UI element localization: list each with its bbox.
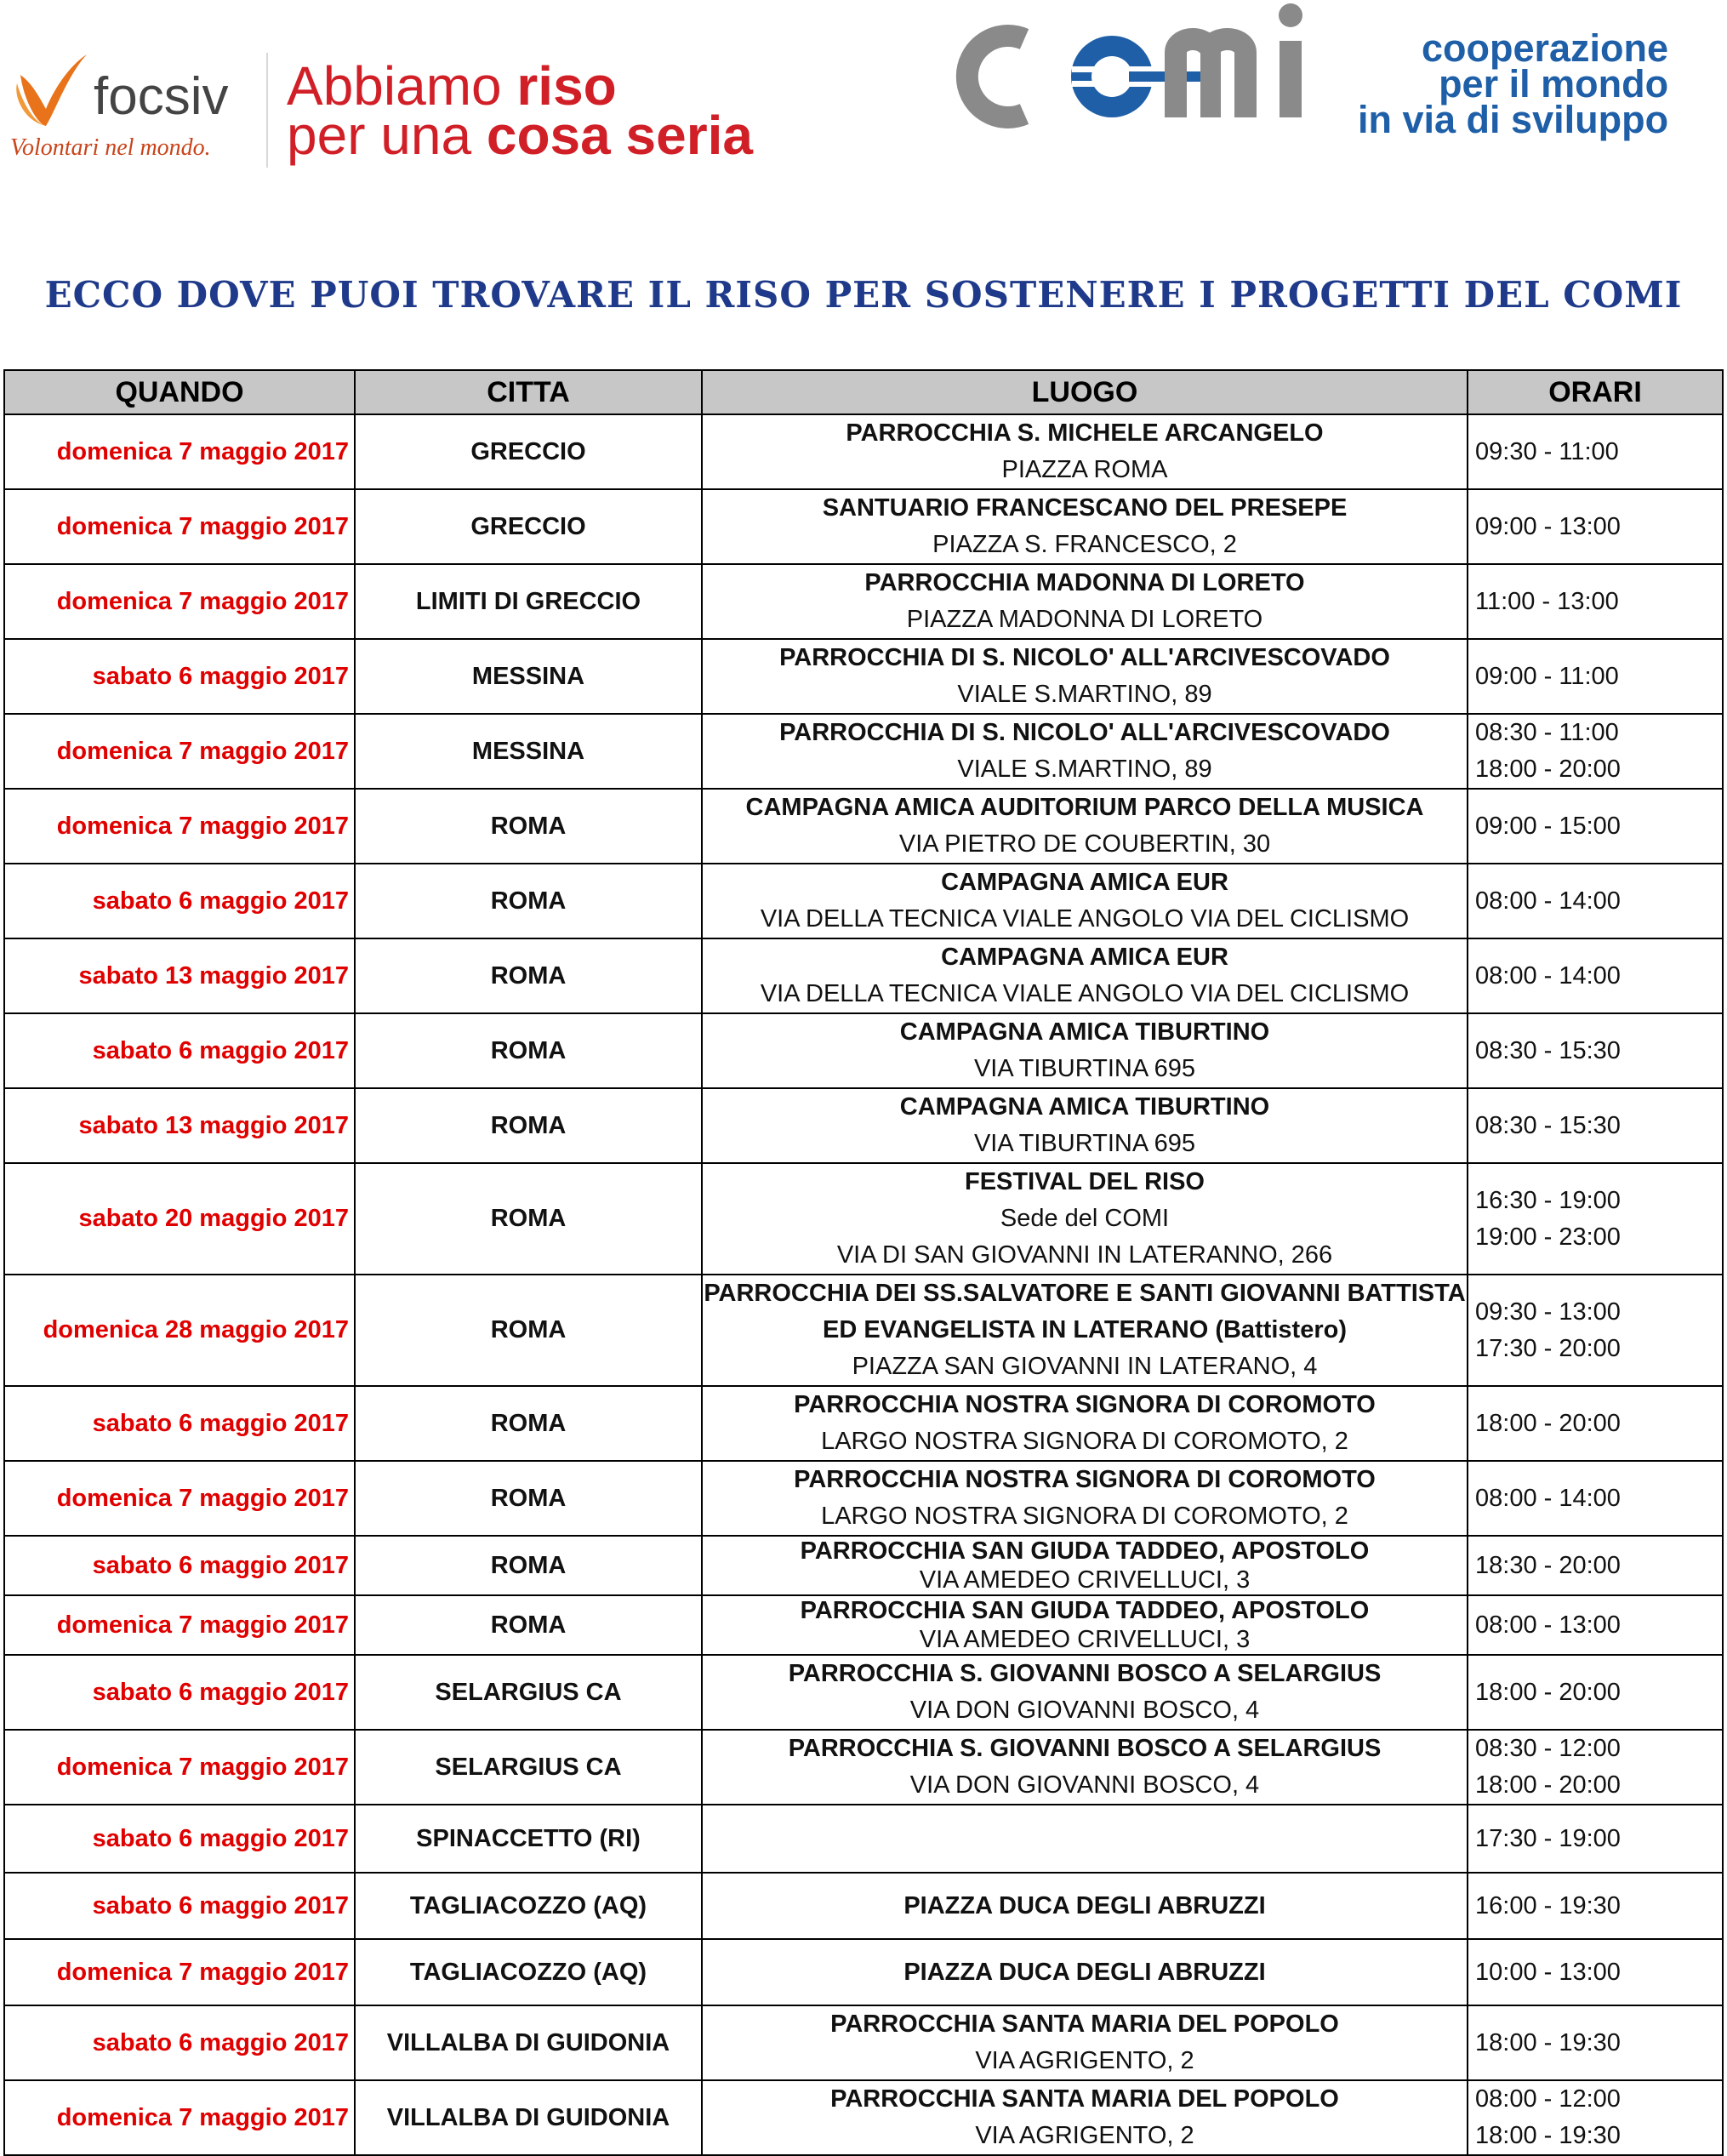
cell-city: ROMA (355, 1386, 702, 1461)
cell-time (1468, 714, 1723, 789)
place-address: VIA PIETRO DE COUBERTIN, 30 (898, 830, 1271, 858)
cell-city: SELARGIUS CA (355, 1730, 702, 1805)
time-slot: 09:00 - 15:00 (1475, 812, 1621, 840)
column-header-when: QUANDO (4, 370, 355, 414)
table-header-row (4, 370, 1723, 414)
time-slot: 08:00 - 14:00 (1475, 887, 1621, 915)
cell-place (702, 639, 1468, 714)
time-slot: 08:30 - 11:00 (1475, 719, 1619, 746)
place-address: PIAZZA ROMA (1001, 456, 1168, 483)
cell-place (702, 1730, 1468, 1805)
place-name: PARROCCHIA SAN GIUDA TADDEO, APOSTOLO (800, 1597, 1370, 1624)
table-row (4, 938, 1723, 1013)
place-address: VIA DON GIOVANNI BOSCO, 4 (909, 1771, 1260, 1799)
table-row (4, 2005, 1723, 2080)
cell-city: ROMA (355, 1275, 702, 1386)
cell-time (1468, 564, 1723, 639)
place-name: PARROCCHIA NOSTRA SIGNORA DI COROMOTO (794, 1391, 1376, 1418)
cell-place (702, 1163, 1468, 1275)
cell-when: sabato 6 maggio 2017 (4, 1536, 355, 1595)
place-name: CAMPAGNA AMICA AUDITORIUM PARCO DELLA MUSICA (745, 794, 1424, 821)
time-slot: 16:30 - 19:00 (1475, 1186, 1621, 1214)
comi-logo (946, 0, 1695, 141)
cell-place (702, 1655, 1468, 1730)
cell-city: ROMA (355, 1088, 702, 1163)
time-slot: 09:00 - 11:00 (1475, 662, 1619, 690)
cell-city: SELARGIUS CA (355, 1655, 702, 1730)
cell-when: domenica 7 maggio 2017 (4, 564, 355, 639)
time-slot: 08:00 - 13:00 (1475, 1611, 1621, 1639)
cell-city: ROMA (355, 1536, 702, 1595)
cell-when: sabato 6 maggio 2017 (4, 639, 355, 714)
column-header-place: LUOGO (702, 370, 1468, 414)
cell-city: ROMA (355, 789, 702, 864)
focsiv-name: focsiv (94, 67, 229, 126)
cell-time (1468, 938, 1723, 1013)
cell-place (702, 1386, 1468, 1461)
time-slot: 09:30 - 11:00 (1475, 437, 1619, 465)
cell-city: VILLALBA DI GUIDONIA (355, 2005, 702, 2080)
time-slot: 08:30 - 15:30 (1475, 1111, 1621, 1139)
table-row (4, 864, 1723, 938)
cell-time (1468, 1873, 1723, 1939)
table-row (4, 564, 1723, 639)
time-slot: 16:00 - 19:30 (1475, 1891, 1621, 1919)
cell-when: sabato 13 maggio 2017 (4, 1088, 355, 1163)
place-name: PARROCCHIA SAN GIUDA TADDEO, APOSTOLO (800, 1537, 1370, 1565)
focsiv-subtitle: Volontari nel mondo. (10, 134, 211, 161)
time-slot: 19:00 - 23:00 (1475, 1223, 1621, 1251)
cell-when: domenica 7 maggio 2017 (4, 714, 355, 789)
time-slot: 18:00 - 20:00 (1475, 1771, 1621, 1799)
cell-place (702, 1013, 1468, 1088)
slogan-line1-b: riso (516, 55, 617, 117)
cell-when: domenica 7 maggio 2017 (4, 1939, 355, 2005)
cell-city: MESSINA (355, 639, 702, 714)
cell-place (702, 714, 1468, 789)
cell-when: sabato 6 maggio 2017 (4, 1013, 355, 1088)
cell-city: VILLALBA DI GUIDONIA (355, 2080, 702, 2155)
time-slot: 11:00 - 13:00 (1475, 587, 1619, 615)
time-slot: 18:00 - 20:00 (1475, 1678, 1621, 1706)
table-row (4, 1805, 1723, 1873)
time-slot: 08:30 - 15:30 (1475, 1036, 1621, 1064)
table-row (4, 489, 1723, 564)
cell-time (1468, 414, 1723, 489)
cell-city: ROMA (355, 1163, 702, 1275)
cell-time (1468, 1730, 1723, 1805)
cell-city: TAGLIACOZZO (AQ) (355, 1873, 702, 1939)
place-address: VIA TIBURTINA 695 (973, 1055, 1196, 1082)
comi-wordmark-icon (946, 0, 1346, 136)
cell-place (702, 564, 1468, 639)
cell-city: ROMA (355, 864, 702, 938)
place-address: PIAZZA S. FRANCESCO, 2 (932, 531, 1237, 558)
cell-when: domenica 7 maggio 2017 (4, 1730, 355, 1805)
time-slot: 08:00 - 12:00 (1475, 2085, 1621, 2113)
time-slot: 08:30 - 12:00 (1475, 1735, 1621, 1762)
cell-when: domenica 7 maggio 2017 (4, 414, 355, 489)
slogan-line1-a: Abbiamo (287, 55, 517, 117)
cell-time (1468, 1013, 1723, 1088)
time-slot: 08:00 - 14:00 (1475, 961, 1621, 990)
slogan-line2-b: cosa seria (486, 105, 753, 166)
place-name: PARROCCHIA DI S. NICOLO' ALL'ARCIVESCOVADO (779, 719, 1390, 746)
time-slot: 17:30 - 19:00 (1475, 1824, 1621, 1852)
table-row (4, 1536, 1723, 1595)
time-slot: 17:30 - 20:00 (1475, 1334, 1621, 1362)
cell-time (1468, 1805, 1723, 1873)
cell-place (702, 2080, 1468, 2155)
place-detail: ED EVANGELISTA IN LATERANO (Battistero) (823, 1316, 1347, 1343)
place-address: PIAZZA SAN GIOVANNI IN LATERANO, 4 (852, 1353, 1318, 1380)
table-row (4, 414, 1723, 489)
place-name: PARROCCHIA NOSTRA SIGNORA DI COROMOTO (794, 1466, 1376, 1493)
table-row (4, 1088, 1723, 1163)
place-name: CAMPAGNA AMICA EUR (941, 944, 1228, 971)
place-address: LARGO NOSTRA SIGNORA DI COROMOTO, 2 (821, 1503, 1348, 1530)
cell-when: sabato 6 maggio 2017 (4, 1386, 355, 1461)
place-address: VIA AMEDEO CRIVELLUCI, 3 (919, 1566, 1251, 1594)
cell-place (702, 864, 1468, 938)
cell-city: ROMA (355, 1013, 702, 1088)
time-slot: 10:00 - 13:00 (1475, 1958, 1621, 1986)
cell-time (1468, 2080, 1723, 2155)
table-row (4, 1595, 1723, 1655)
place-name: PARROCCHIA S. MICHELE ARCANGELO (846, 419, 1324, 447)
cell-when: sabato 6 maggio 2017 (4, 1655, 355, 1730)
cell-time (1468, 789, 1723, 864)
place-name: FESTIVAL DEL RISO (965, 1168, 1205, 1195)
cell-city: ROMA (355, 1595, 702, 1655)
cell-when: domenica 7 maggio 2017 (4, 1461, 355, 1536)
place-address: PIAZZA MADONNA DI LORETO (906, 606, 1263, 633)
cell-time (1468, 2005, 1723, 2080)
cell-city: LIMITI DI GRECCIO (355, 564, 702, 639)
place-detail: Sede del COMI (1000, 1205, 1170, 1232)
cell-place (702, 1275, 1468, 1386)
cell-time (1468, 1939, 1723, 2005)
place-name: PIAZZA DUCA DEGLI ABRUZZI (903, 1958, 1266, 1986)
cell-when: domenica 7 maggio 2017 (4, 2080, 355, 2155)
place-name: CAMPAGNA AMICA TIBURTINO (899, 1093, 1270, 1121)
place-name: PARROCCHIA DI S. NICOLO' ALL'ARCIVESCOVADO (779, 644, 1390, 671)
place-name: CAMPAGNA AMICA TIBURTINO (899, 1018, 1270, 1046)
cell-time (1468, 489, 1723, 564)
table-row (4, 1730, 1723, 1805)
cell-place (702, 1595, 1468, 1655)
place-address: VIALE S.MARTINO, 89 (957, 756, 1212, 783)
focsiv-logo (9, 49, 264, 177)
time-slot: 09:00 - 13:00 (1475, 512, 1621, 540)
table-row (4, 714, 1723, 789)
logo-divider (266, 53, 268, 168)
place-name: PARROCCHIA SANTA MARIA DEL POPOLO (830, 2011, 1339, 2038)
cell-when: sabato 6 maggio 2017 (4, 864, 355, 938)
table-row (4, 639, 1723, 714)
column-header-city: CITTA (355, 370, 702, 414)
cell-place (702, 1873, 1468, 1939)
cell-time (1468, 1088, 1723, 1163)
cell-when: sabato 6 maggio 2017 (4, 1805, 355, 1873)
place-address: LARGO NOSTRA SIGNORA DI COROMOTO, 2 (821, 1428, 1348, 1455)
cell-time (1468, 1536, 1723, 1595)
time-slot: 18:30 - 20:00 (1475, 1551, 1621, 1579)
cell-when: sabato 6 maggio 2017 (4, 2005, 355, 2080)
time-slot: 09:30 - 13:00 (1475, 1298, 1621, 1326)
cell-place (702, 789, 1468, 864)
cell-time (1468, 1461, 1723, 1536)
place-address: VIALE S.MARTINO, 89 (957, 681, 1212, 708)
place-name: PARROCCHIA DEI SS.SALVATORE E SANTI GIOVANNI BATTISTA (704, 1280, 1466, 1307)
place-name: PIAZZA DUCA DEGLI ABRUZZI (903, 1891, 1266, 1919)
cell-when: sabato 20 maggio 2017 (4, 1163, 355, 1275)
comi-tagline (1358, 26, 1669, 141)
table-row (4, 1655, 1723, 1730)
place-address: VIA DELLA TECNICA VIALE ANGOLO VIA DEL CICLISMO (760, 905, 1410, 933)
cell-place (702, 1805, 1468, 1873)
cell-time (1468, 1163, 1723, 1275)
comi-tag-line3: in via di sviluppo (1358, 98, 1669, 141)
cell-place (702, 414, 1468, 489)
place-address: VIA AGRIGENTO, 2 (975, 2047, 1194, 2074)
cell-place (702, 1536, 1468, 1595)
cell-city: TAGLIACOZZO (AQ) (355, 1939, 702, 2005)
table-row (4, 1013, 1723, 1088)
table-row (4, 1386, 1723, 1461)
cell-when: domenica 28 maggio 2017 (4, 1275, 355, 1386)
time-slot: 18:00 - 19:30 (1475, 2028, 1621, 2056)
comi-tag-line2: per il mondo (1439, 62, 1669, 106)
cell-time (1468, 1655, 1723, 1730)
table-row (4, 1163, 1723, 1275)
column-header-time: ORARI (1468, 370, 1723, 414)
place-address: VIA AMEDEO CRIVELLUCI, 3 (919, 1626, 1251, 1653)
page-title: ECCO DOVE PUOI TROVARE IL RISO PER SOSTENERE I PROGETTI DEL COMI (44, 274, 1683, 316)
slogan (287, 55, 753, 166)
cell-when: domenica 7 maggio 2017 (4, 789, 355, 864)
cell-place (702, 489, 1468, 564)
time-slot: 18:00 - 20:00 (1475, 1409, 1621, 1437)
cell-place (702, 938, 1468, 1013)
place-address: VIA DI SAN GIOVANNI IN LATERANNO, 266 (836, 1241, 1333, 1269)
place-address: VIA DON GIOVANNI BOSCO, 4 (909, 1697, 1260, 1724)
table-row (4, 2080, 1723, 2155)
time-slot: 18:00 - 19:30 (1475, 2122, 1621, 2149)
time-slot: 18:00 - 20:00 (1475, 756, 1621, 783)
table-row (4, 1461, 1723, 1536)
cell-city: ROMA (355, 938, 702, 1013)
place-address: VIA AGRIGENTO, 2 (975, 2122, 1194, 2149)
cell-place (702, 1088, 1468, 1163)
cell-time (1468, 1595, 1723, 1655)
table-row (4, 789, 1723, 864)
cell-time (1468, 1275, 1723, 1386)
cell-when: domenica 7 maggio 2017 (4, 1595, 355, 1655)
table-body (4, 414, 1723, 2155)
cell-city: ROMA (355, 1461, 702, 1536)
place-address: VIA DELLA TECNICA VIALE ANGOLO VIA DEL CICLISMO (760, 980, 1410, 1007)
cell-city: MESSINA (355, 714, 702, 789)
place-name: PARROCCHIA MADONNA DI LORETO (864, 569, 1305, 596)
cell-time (1468, 1386, 1723, 1461)
place-name: CAMPAGNA AMICA EUR (941, 869, 1228, 896)
cell-time (1468, 639, 1723, 714)
table-row (4, 1873, 1723, 1939)
cell-city: SPINACCETTO (RI) (355, 1805, 702, 1873)
schedule-table (3, 369, 1724, 2156)
slogan-line2-a: per una (287, 105, 487, 166)
focsiv-check-icon (9, 49, 94, 134)
place-address: VIA TIBURTINA 695 (973, 1130, 1196, 1157)
cell-place (702, 2005, 1468, 2080)
cell-place (702, 1939, 1468, 2005)
table-row (4, 1939, 1723, 2005)
cell-city: GRECCIO (355, 414, 702, 489)
cell-when: sabato 6 maggio 2017 (4, 1873, 355, 1939)
cell-place (702, 1461, 1468, 1536)
table-row (4, 1275, 1723, 1386)
cell-when: sabato 13 maggio 2017 (4, 938, 355, 1013)
cell-time (1468, 864, 1723, 938)
time-slot: 08:00 - 14:00 (1475, 1484, 1621, 1512)
place-name: PARROCCHIA SANTA MARIA DEL POPOLO (830, 2085, 1339, 2113)
place-name: PARROCCHIA S. GIOVANNI BOSCO A SELARGIUS (788, 1735, 1382, 1762)
place-name: PARROCCHIA S. GIOVANNI BOSCO A SELARGIUS (788, 1660, 1382, 1687)
cell-city: GRECCIO (355, 489, 702, 564)
cell-when: domenica 7 maggio 2017 (4, 489, 355, 564)
place-name: SANTUARIO FRANCESCANO DEL PRESEPE (822, 494, 1348, 522)
comi-tag-line1: cooperazione (1422, 26, 1669, 70)
